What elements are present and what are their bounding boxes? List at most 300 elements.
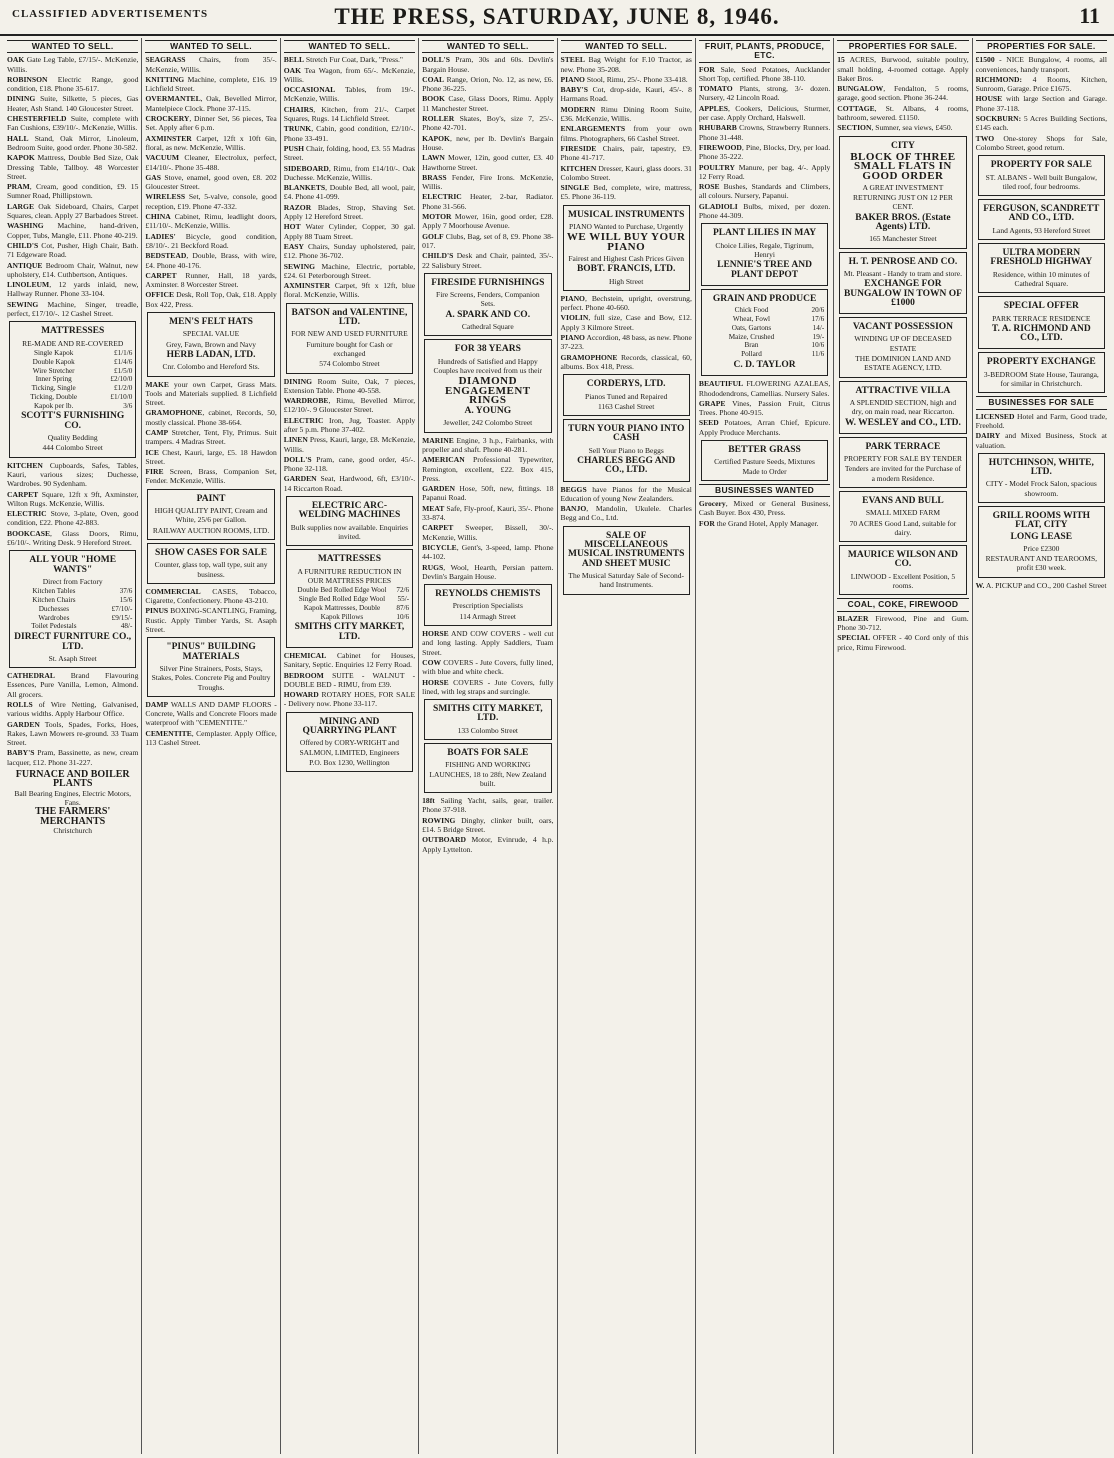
advert-line: PROPERTY FOR SALE BY TENDER [843,454,962,464]
classified-ad: CHEMICAL Cabinet for Houses, Sanitary, Septic. Enquiries 12 Ferry Road. [283,650,416,670]
column-header: PROPERTIES FOR SALE. [837,40,968,53]
item-price: 14/- [812,323,825,332]
advert-line: A GREAT INVESTMENT [862,182,944,192]
column-header: WANTED TO SELL. [561,40,692,53]
advert-line: Ball Bearing Engines, Electric Motors, Fans. [14,788,131,807]
classified-ad: BABY'S Cot, drop-side, Kauri, 45/-. 8 Harmans Road. [560,85,692,104]
column-header: WANTED TO SELL. [422,40,553,53]
item-name: Kapok Pillows [320,612,364,621]
classified-ad: BABY'S Pram, Bassinette, as new, cream lacquer, £12. Phone 31-227. [7,748,139,767]
advert-title: ULTRA MODERN FRESHOLD HIGHWAY [990,248,1093,268]
batson-advert [286,303,413,374]
item-price: 10/6 [811,341,825,350]
price-row [290,595,409,604]
advert-firm: DIRECT FURNITURE CO., LTD. [14,632,132,652]
advert-title: ALL YOUR "HOME WANTS" [29,555,117,575]
special-offer-advert [978,296,1105,349]
classified-ad: BLAZER Firewood, Pine and Gum. Phone 30-712. [837,613,969,632]
advert-line: Pianos Tuned and Repaired [585,391,668,401]
advert-firm: RAILWAY AUCTION ROOMS, LTD. [152,525,270,535]
advert-title: FOR 38 YEARS [454,344,521,355]
ad-list [284,377,415,494]
city-flats-advert [839,136,966,249]
classified-ad: MOTOR Mower, 16in, good order, £28. Apply 7 Moorhouse Avenue. [422,212,554,231]
classified-ad: ICE Chest, Kauri, large, £5. 18 Hawdon Street. [145,447,277,466]
ad-list [422,629,553,696]
column-6 [696,38,834,1454]
classified-ad: SEWING Machine, Electric, portable, £24. 61 Peterborough Street. [283,261,416,280]
advert-line: Offered by CORY-WRIGHT and SALMON, LIMITED, Engineers [299,738,400,757]
advert-line: FISHING AND WORKING LAUNCHES, 18 to 28ft, New Zealand built. [429,760,547,788]
section-header: BUSINESSES WANTED [699,484,830,497]
classified-ad: GARDEN Seat, Hardwood, 6ft, £3/10/-. 14 Riccarton Road. [283,474,416,493]
advert-line: LINWOOD - Excellent Position, 5 rooms. [850,571,956,591]
advert-title: H. T. PENROSE AND CO. [848,256,958,267]
item-price: 3/6 [123,401,133,410]
classified-ad: ROLLS of Wire Netting, Galvanised, various widths. Apply Harbour Office. [7,700,139,719]
advert-firm: HERB LADAN, LTD. [166,349,256,360]
advert-title: MINING AND QUARRYING PLANT [302,716,397,736]
price-list [13,349,132,411]
item-price: £2/10/0 [110,375,133,384]
classified-ad: SEED Potatoes, Arran Chief, Epicure. Apply Produce Merchants. [698,418,831,437]
classified-ad: SEWING Machine, Singer, treadle, perfect, £17/10/-. 12 Cashel Street. [7,299,139,319]
classified-ad: CARPET Sweeper, Bissell, 30/-. McKenzie, Willis. [422,523,554,542]
price-row [705,350,824,359]
ad-list [699,379,830,437]
fireside-advert [424,273,551,336]
item-name: Double Bed Rolled Edge Wool [297,586,387,595]
classified-ad: LADIES' Bicycle, good condition, £8/10/-. 21 Beckford Road. [145,231,277,250]
item-name: Ticking, Single [31,384,76,393]
advert-firm-sub: Quality Bedding [47,433,98,443]
classified-ad: EASY Chairs, Sunday upholstered, pair, £12. Phone 36-702. [283,241,416,261]
hutchinson-advert [978,453,1105,503]
classified-ad: PIANO Accordion, 48 bass, as new. Phone 37-223. [560,333,692,352]
classified-ad: PINUS BOXING-SCANTLING, Framing, Rustic. Apply Timber Yards, St. Asaph Street. [145,606,277,635]
classified-ad: FIRE Screen, Brass, Companion Set, Fender. McKenzie, Willis. [145,467,277,486]
classified-ad: FIRESIDE Chairs, pair, tapestry, £9. Phone 41-717. [560,143,692,163]
classified-ad: AMERICAN Professional Typewriter, Remington, excellent, £22. Box 415, Press. [422,455,554,483]
advert-line: Residence, within 10 minutes of Cathedral Square. [992,269,1090,288]
advert-address: St. Asaph Street [48,653,97,663]
vacant-advert [839,317,966,377]
item-name: Toilet Pedestals [31,622,77,631]
classified-ad: GARDEN Hose, 50ft, new, fittings. 18 Papanui Road. [422,484,554,503]
classified-ad: WASHING Machine, hand-driven, Copper, Tubs, Mangle, £11. Phone 40-219. [7,221,139,240]
mattress-reduction-advert [286,549,413,648]
advert-title: PAINT [196,493,226,504]
advert-line: FOR NEW AND USED FURNITURE [291,329,408,339]
classified-ad: LINEN Press, Kauri, large, £8. McKenzie, Willis. [283,435,416,454]
classified-ad: WIRELESS Set, 5-valve, console, good reception, £19. Phone 47-332. [145,192,277,211]
advert-address: Christchurch [53,825,93,835]
boats-advert [424,743,551,793]
item-price: 72/6 [396,586,410,595]
classified-ad: APPLES, Cookers, Delicious, Sturmer, per case. Apply Orchard, Halswell. [698,103,831,123]
item-price: £7/10/- [111,604,133,613]
price-row [290,613,409,622]
price-row [13,375,132,384]
paint-advert [147,489,274,540]
classified-ad: GOLF Clubs, Bag, set of 8, £9. Phone 38-017. [422,231,554,250]
reynolds-advert [424,584,551,626]
advert-title: FIRESIDE FURNISHINGS [431,277,545,288]
ultra-modern-advert [978,243,1105,293]
advert-title: "PINUS" BUILDING MATERIALS [166,642,256,662]
price-row [705,341,824,350]
advert-subtitle: A FURNITURE REDUCTION IN OUR MATTRESS PRICES [297,566,402,585]
ad-list [422,55,553,270]
advert-title: CITY [891,140,915,151]
classified-ad: DOLL'S Pram, cane, good order, 45/-. Phone 32-118. [283,454,416,474]
item-price: £1/5/0 [114,366,133,375]
column-7 [834,38,972,1454]
item-price: 15/6 [119,596,133,605]
classified-ad: TOMATO Plants, strong, 3/- dozen. Nursery, 42 Lincoln Road. [698,84,831,103]
item-price: £1/10/0 [110,392,133,401]
item-name: Maize, Crushed [728,332,775,341]
advert-title: PROPERTY EXCHANGE [986,357,1096,368]
column-5 [558,38,696,1454]
advert-address: Cnr. Colombo and Hereford Sts. [162,362,260,372]
classified-ad: PUSH Chair, folding, hood, £3. 55 Madras Street. [283,143,416,163]
ad-list [561,294,692,371]
classified-ad: SINGLE Bed, complete, wire, mattress, £5. Phone 36-119. [560,183,692,202]
advert-title: CORDERYS, LTD. [586,379,666,390]
ad-list [145,587,276,634]
classified-ad: BELL Stretch Fur Coat, Dark, "Press." [283,55,404,65]
ad-list [422,796,553,854]
advert-title: ELECTRIC ARC-WELDING MACHINES [298,501,401,521]
advert-line: Bulk supplies now available. Enquiries invited. [290,522,409,541]
classified-ad: HORSE AND COW COVERS - well cut and long lasting. Apply Saddlers, Tuam Street. [422,629,554,657]
advert-firm: A. YOUNG [464,406,512,417]
advert-address: 1163 Cashel Street [597,401,655,411]
diamond-rings-advert [424,339,551,432]
advert-address: 114 Armagh Street [459,611,516,621]
advert-title: PROPERTY FOR SALE [990,160,1092,171]
classified-ad: BEDSTEAD, Double, Brass, with wire, £4. Phone 40-176. [145,251,277,270]
classified-ad: DAMP WALLS AND DAMP FLOORS - Concrete, Walls and Concrete Floors made waterproof with "CEMENTITE." [145,699,277,728]
item-name: Pollard [741,350,762,359]
price-row [13,393,132,402]
classified-ad: ELECTRIC Heater, 2-bar, Radiator. Phone 31-566. [422,192,554,211]
classified-ad: SIDEBOARD, Rimu, from £14/10/-. Oak Duchesse. McKenzie, Willis. [283,163,416,182]
lilies-advert [701,223,828,285]
item-price: 20/6 [811,306,825,315]
column-header: WANTED TO SELL. [7,40,138,53]
advert-line: HIGH QUALITY PAINT, Cream and White, 25/6 per Gallon. [154,506,268,525]
advert-firm: T. A. RICHMOND AND CO., LTD. [991,323,1091,344]
classified-ad: HOWARD ROTARY HOES, FOR SALE - Delivery now. Phone 33-117. [283,690,416,709]
classified-ad: BEAUTIFUL FLOWERING AZALEAS, Rhododendrons, Camellias. Nursery Sales. [698,379,831,398]
classified-ad: BRASS Fender, Fire Irons. McKenzie, Willis. [422,172,554,192]
classified-ad: OUTBOARD Motor, Evinrude, 4 h.p. Apply Lyttelton. [422,835,554,854]
price-row [13,614,132,623]
ferguson-advert [978,199,1105,240]
classified-ad: ENLARGEMENTS from your own films. Photographers, 66 Cashel Street. [560,124,692,143]
column-3 [281,38,419,1454]
price-row [290,586,409,595]
item-name: Chick Food [734,306,769,315]
classified-ad: OFFICE Desk, Roll Top, Oak, £18. Apply Box 422, Press. [145,290,277,309]
classified-ad: COAL Range, Orion, No. 12, as new, £6. Phone 36-225. [422,74,554,94]
ad-list [561,55,692,201]
ad-list [145,55,276,309]
newspaper-title: THE PRESS, SATURDAY, JUNE 8, 1946. [334,4,780,29]
ad-list [699,65,830,221]
ad-list [145,380,276,486]
classified-ad: LARGE Oak Sideboard, Chairs, Carpet Squares, clean. Apply 27 Barbadoes Street. [7,201,139,221]
advert-title: SHOW CASES FOR SALE [155,547,268,558]
advert-headline: EXCHANGE FOR BUNGALOW IN TOWN OF £1000 [843,279,962,308]
advert-title: MATTRESSES [41,326,105,337]
classified-ad: DAIRY and Mixed Business, Stock at valuation. [975,431,1107,450]
column-8 [973,38,1110,1454]
classified-ad: RUGS, Wool, Hearth, Persian pattern. Devlin's Bargain House. [422,562,554,581]
advert-line: Furniture bought for Cash or exchanged [306,339,393,358]
classified-ad: AXMINSTER Carpet, 12ft x 10ft 6in, floral, as new. McKenzie, Willis. [145,133,277,152]
item-price: 55/- [397,594,410,603]
classified-ad: BOOKCASE, Glass Doors, Rimu, £6/10/-. Writing Desk. 9 Hereford Street. [7,528,139,548]
advert-title: BETTER GRASS [728,444,801,455]
advert-subtitle: RE-MADE AND RE-COVERED [22,338,124,348]
price-row [13,402,132,411]
advert-address: 165 Manchester Street [869,234,937,244]
classified-ad: GARDEN Tools, Spades, Forks, Hoes, Rakes, Lawn Mowers re-ground. 33 Tuam Street. [7,719,139,748]
pianos-advert [563,205,690,291]
classified-ad: ROLLER Skates, Boy's, size 7, 25/-. Phone 42-701. [422,114,554,133]
advert-line: Tenders are invited for the Purchase of a modern Residence. [844,464,961,483]
mattress-advert [9,321,136,457]
advert-firm: LENNIE'S TREE AND PLANT DEPOT [717,260,812,280]
advert-title: MATTRESSES [317,554,382,565]
classified-ad: RAZOR Blades, Strop, Shaving Set. Apply 12 Hereford Street. [283,202,416,222]
classified-ad: SPECIAL OFFER - 40 Cord only of this price, Rimu Firewood. [837,633,969,652]
classified-ad: CHESTERFIELD Suite, complete with Fan Cushions, £39/10/-. McKenzie, Willis. [7,114,139,133]
classified-ad: CHILD'S Cot, Pusher, High Chair, Bath. 71 Edgeware Road. [7,240,139,260]
item-name: Kitchen Chairs [32,596,76,605]
classified-ad: ANTIQUE Bedroom Chair, Walnut, new upholstery, £14. Cuthbertson, Antiques. [7,260,139,279]
classified-ad: KAPOK Mattress, Double Bed Size, Oak Dressing Table, Tallboy. 48 Worcester Street. [7,153,139,181]
classified-ad: RHUBARB Crowns, Strawberry Runners. Phone 31-448. [698,123,831,142]
advert-line: The Musical Saturday Sale of Second-hand Instruments. [568,570,684,590]
section-label: CLASSIFIED ADVERTISEMENTS [12,8,209,20]
advert-line: Fairest and Highest Cash Prices Given [568,253,684,263]
ad-list [7,461,138,548]
classified-ad: ROWING Dinghy, clinker built, oars, £14. 5 Bridge Street. [422,815,554,835]
grill-rooms-advert [978,506,1105,578]
advert-address: Jeweller, 242 Colombo Street [443,418,533,428]
classified-ad: WARDROBE, Rimu, Bevelled Mirror, £12/10/-. 9 Gloucester Street. [283,396,416,415]
item-price: 87/6 [396,603,410,612]
ad-list [837,55,968,132]
column-header: FRUIT, PLANTS, PRODUCE, ETC. [699,40,830,63]
advert-line: 70 ACRES Good Land, suitable for dairy. [849,518,957,537]
column-2 [142,38,280,1454]
price-row [13,596,132,605]
advert-line: PARK TERRACE RESIDENCE [992,313,1091,323]
price-row [13,358,132,367]
item-name: Inner Spring [35,375,72,384]
item-name: Bran [744,341,759,350]
classified-ad: DINING Room Suite, Oak, 7 pieces, Extension Table. Phone 40-558. [283,376,416,395]
classified-ad: ROBINSON Electric Range, good condition, £18. Phone 35-617. [7,74,139,94]
price-row [290,604,409,613]
pinus-advert [147,637,274,696]
advert-title: VACANT POSSESSION [852,322,954,333]
classified-ad: OVERMANTEL, Oak, Bevelled Mirror, Mantelpiece Clock. Phone 37-115. [145,94,277,113]
item-name: Wardrobes [38,613,70,622]
classified-ad: VIOLIN, full size, Case and Bow, £12. Apply 3 Kilmore Street. [560,313,692,332]
classified-ad: KITCHEN Dresser, Kauri, glass doors. 31 Colombo Street. [560,163,692,182]
advert-headline: BLOCK OF THREE SMALL FLATS IN GOOD ORDER [850,150,956,182]
classified-ad: OAK Gate Leg Table, £7/15/-. McKenzie, Willis. [7,55,139,74]
item-price: 37/6 [119,587,133,596]
item-name: Wheat, Fowl [732,314,771,323]
advert-headline: DIAMOND ENGAGEMENT RINGS [444,375,531,406]
advert-line: Grey, Fawn, Brown and Navy [166,339,257,349]
item-price: £1/2/0 [114,384,133,393]
advert-firm: THE DOMINION LAND AND ESTATE AGENCY, LTD. [855,354,951,373]
item-price: 17/6 [811,314,825,323]
column-1 [4,38,142,1454]
advert-line: 3-BEDROOM State House, Tauranga, for similar in Christchurch. [983,369,1099,389]
classified-ad: KITCHEN Cupboards, Safes, Tables, Kauri, various sizes; Duchesse, Wardrobes. 90 Sydenham. [7,460,139,489]
advert-line: Land Agents, 93 Hereford Street [992,225,1091,235]
ad-list [7,671,138,767]
advert-subtitle: Direct from Factory [42,576,103,586]
maurice-wilson-advert [839,545,966,595]
evans-bull-advert [839,491,966,542]
advert-title: SPECIAL OFFER [1003,301,1079,312]
advert-line: Hundreds of Satisfied and Happy Couples have received from us their [433,356,543,375]
advert-title: GRILL ROOMS WITH FLAT, CITY [992,510,1091,531]
advert-line: CITY - Model Frock Salon, spacious showroom. [985,479,1097,498]
classified-ad: TRUNK, Cabin, good condition, £2/10/-. Phone 33-491. [283,124,416,143]
item-name: Single Bed Rolled Edge Wool [298,594,386,603]
advert-line: RESTAURANT AND TEAROOMS, profit £30 week. [985,554,1098,573]
classified-ad: GLADIOLI Bulbs, mixed, per dozen. Phone 44-309. [698,201,831,221]
park-terrace-advert [839,437,966,488]
classified-ad: BEGGS have Pianos for the Musical Education of young New Zealanders. [560,484,692,503]
classified-ad: ELECTRIC Iron, Jug, Toaster. Apply after 5 p.m. Phone 37-402. [283,415,416,434]
item-price: 19/- [812,332,825,341]
classified-ad: 18ft Sailing Yacht, sails, gear, trailer. Phone 37-918. [422,796,554,815]
advert-firm: W. WESLEY and CO., LTD. [844,417,961,428]
advert-line: SMALL MIXED FARM [865,508,941,518]
item-name: Double Kapok [32,357,75,366]
item-name: Kitchen Tables [32,587,76,596]
price-row [13,384,132,393]
classified-columns [4,38,1110,1454]
advert-address: 574 Colombo Street [319,359,380,369]
classified-ad: PRAM, Cream, good condition, £9. 15 Sumner Road, Phillipstown. [7,182,139,201]
price-row [705,324,824,333]
advert-title: BOATS FOR SALE [447,748,529,758]
ad-list [145,700,276,747]
classified-ad: CROCKERY, Dinner Set, 56 pieces, Tea Set. Apply after 6 p.m. [145,114,277,133]
advert-address: 444 Colombo Street [42,443,103,453]
classified-ad: HOUSE with large Section and Garage. Phone 37-118. [975,94,1107,113]
classified-ad: BUNGALOW, Fendalton, 5 rooms, garage, good section. Phone 36-244. [837,84,969,103]
classified-ad: 15 ACRES, Burwood, suitable poultry, small holding, 4-roomed cottage. Apply Baker Bros. [837,55,969,83]
classified-ad: RICHMOND: 4 Rooms, Kitchen, Sunroom, Garage. Price £1675. [975,74,1107,94]
classified-ad: VACUUM Cleaner, Electrolux, perfect, £14/10/-. Phone 35-488. [145,153,277,172]
advert-address: P.O. Box 1230, Wellington [309,757,390,767]
advert-firm: A. SPARK AND CO. [445,309,531,320]
item-price: 11/6 [811,350,825,359]
advert-title: SMITHS CITY MARKET, LTD. [433,704,543,724]
advert-line: Fire Screens, Fenders, Companion Sets. [436,290,540,309]
mining-advert [286,712,413,772]
column-header: WANTED TO SELL. [145,40,276,53]
classified-ad: COMMERCIAL CASES, Tobacco, Cigarette, Confectionery. Phone 43-210. [145,586,277,606]
classified-ad: HORSE COVERS - Jute Covers, fully lined, with leg straps and surcingle. [422,677,554,696]
classified-ad: CEMENTITE, Cemplaster. Apply Office, 113 Cashel Street. [145,728,277,747]
classified-ad: LAWN Mower, 12in, good cutter, £3. 40 Hawthorne Street. [422,153,554,172]
classified-ad: BLANKETS, Double Bed, all wool, pair, £4. Phone 41-099. [283,183,416,202]
advert-line: A SPLENDID SECTION, high and dry, on main road, near Riccarton. [849,397,957,417]
advert-address: High Street [609,276,644,286]
advert-line: Choice Lilies, Regale, Tigrinum, Henryi [715,240,814,259]
column-header: PROPERTIES FOR SALE. [976,40,1107,53]
classified-ad: FIREWOOD, Pine, Blocks, Dry, per load. Phone 35-222. [698,142,831,162]
classified-ad: MAKE your own Carpet, Grass Mats. Tools and Materials supplied. 8 Lichfield Street. [145,379,277,408]
classified-ad: FOR Sale, Seed Potatoes, Aucklander Short Top, certified. Phone 38-110. [698,64,831,83]
classified-ad: KNITTING Machine, complete, £16. 19 Lichfield Street. [145,74,277,94]
classified-ad: OAK Tea Wagon, from 65/-. McKenzie, Willis. [283,65,416,84]
advert-title: MAURICE WILSON AND CO. [847,550,959,570]
classified-ad: STEEL Bag Weight for F.10 Tractor, as new. Phone 35-208. [560,55,692,74]
classified-ad: PIANO Stool, Rimu, 25/-. Phone 33-418. [560,74,688,84]
classified-ad: HOT Water Cylinder, Copper, 30 gal. Apply 88 Tuam Street. [283,222,416,241]
classified-ad: GAS Stove, enamel, good oven, £8. 202 Gloucester Street. [145,172,277,192]
classified-ad: CARPET Square, 12ft x 9ft, Axminster, Wilton Rugs. McKenzie, Willis. [7,489,139,508]
advert-line: RETURNING JUST ON 12 PER CENT. [853,193,953,212]
piano-cash-advert [563,419,690,481]
advert-headline: WE WILL BUY YOUR PIANO [566,231,686,253]
classified-ad: CAMP Stretcher, Tent, Fly, Primus. Suit trampers. 4 Madras Street. [145,427,277,447]
advert-firm: SMITHS CITY MARKET, LTD. [294,622,405,642]
advert-address: 133 Colombo Street [457,725,519,735]
item-name: Duchesses [38,604,70,613]
furniture-advert [9,550,136,668]
classified-ad: KAPOK, new, per lb. Devlin's Bargain House. [422,133,554,152]
classified-ad: ROSE Bushes, Standards and Climbers, all colours. Nursery, Papanui. [698,182,831,201]
advert-title: FURNACE AND BOILER PLANTS [15,769,130,790]
classified-ad: MEAT Safe, Fly-proof, Kauri, 35/-. Phone 33-874. [422,503,554,523]
classified-ad: CHAIRS, Kitchen, from 21/-. Carpet Squares, Rugs. 14 Lichfield Street. [283,104,416,124]
classified-ad: LINOLEUM, 12 yards inlaid, new, Hallway Runner. Phone 33-104. [7,280,139,299]
classified-ad: LICENSED Hotel and Farm, Good trade, Freehold. [975,411,1107,430]
ad-list [976,55,1107,152]
advert-title: GRAIN AND PRODUCE [712,293,817,304]
item-name: Oats, Gartons [731,323,772,332]
advert-title: HUTCHINSON, WHITE, LTD. [988,457,1094,478]
price-row [13,349,132,358]
furnace-advert [7,770,138,835]
price-row [13,587,132,596]
advert-firm: THE FARMERS' MERCHANTS [35,806,111,827]
advert-price: Price £2300 [1023,543,1060,553]
advert-title: MUSICAL INSTRUMENTS [567,209,685,220]
advert-line: Sell Your Piano to Beggs [588,445,664,455]
classified-ad: MARINE Engine, 3 h.p., Fairbanks, with propeller and shaft. Phone 40-281. [422,435,554,454]
advert-title: BATSON and VALENTINE, LTD. [291,307,408,328]
classified-ad: SOCKBURN: 5 Acres Building Sections, £145 each. [975,114,1107,133]
